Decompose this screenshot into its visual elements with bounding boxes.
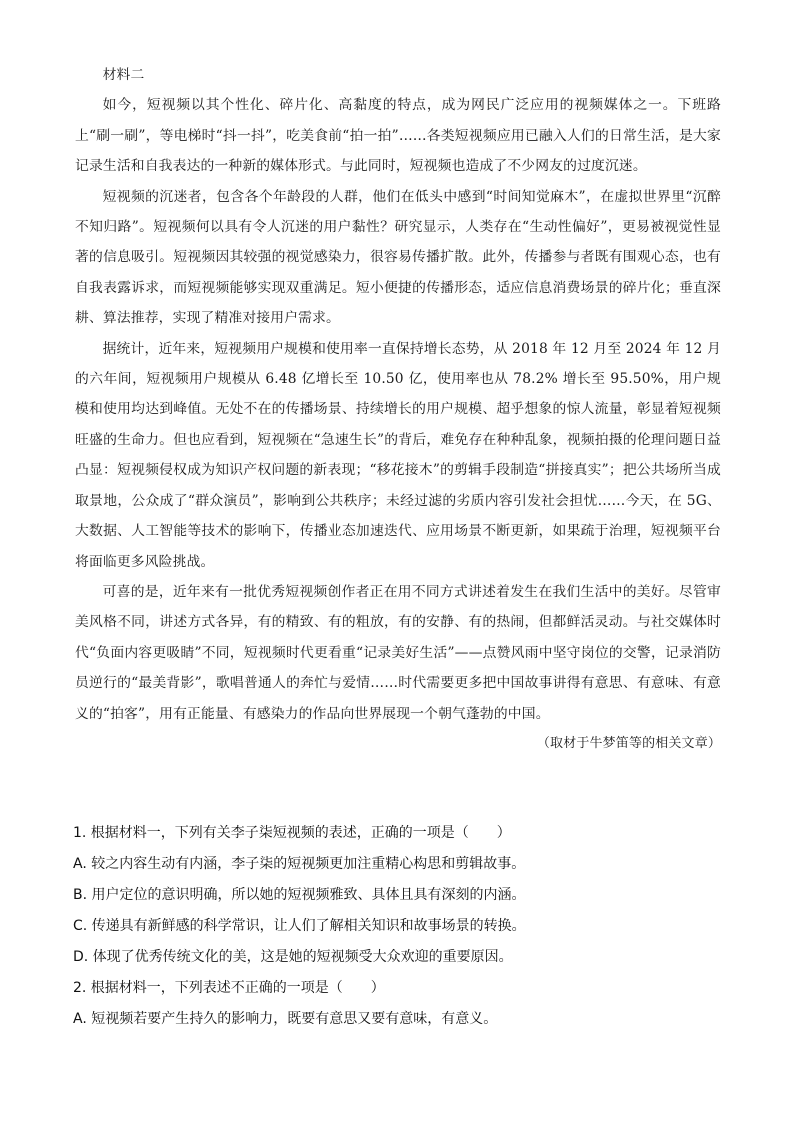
question-1-option-b: B. 用户定位的意识明确，所以她的短视频雅致、具体且具有深刻的内涵。 bbox=[73, 887, 526, 903]
question-1-option-d: D. 体现了优秀传统文化的美，这是她的短视频受大众欢迎的重要原因。 bbox=[73, 949, 513, 965]
paragraph-1: 如今，短视频以其个性化、碎片化、高黏度的特点，成为网民广泛应用的视频媒体之一。下班路上“刷一刷”，等电梯时“抖一抖”，吃美食前“拍一拍”……各类短视频应用已融入人们的日常生活，是大家记录生活和自我表达的一种新的媒体形式。与此同时，短视频也造成了不少网友的过度沉迷。 bbox=[75, 97, 721, 175]
material-two bbox=[75, 60, 721, 759]
paragraph-2: 短视频的沉迷者，包含各个年龄段的人群，他们在低头中感到“时间知觉麻木”，在虚拟世界里“沉醉不知归路”。短视频何以具有令人沉迷的用户黏性？研究显示，人类存在“生动性偏好”，更易被视觉性显著的信息吸引。短视频因其较强的视觉感染力，很容易传播扩散。此外，传播参与者既有围观心态，也有自我表露诉求，而短视频能够实现双重满足。短小便捷的传播形态，适应信息消费场景的碎片化；垂直深耕、算法推荐，实现了精准对接用户需求。 bbox=[75, 188, 721, 327]
material-heading: 材料二 bbox=[102, 67, 145, 83]
questions-section bbox=[73, 818, 723, 1035]
question-1-option-c: C. 传递具有新鲜感的科学常识，让人们了解相关知识和故事场景的转换。 bbox=[73, 918, 526, 934]
paragraph-4: 可喜的是，近年来有一批优秀短视频创作者正在用不同方式讲述着发生在我们生活中的美好。尽管审美风格不同，讲述方式各异，有的精致、有的粗放，有的安静、有的热闹，但都鲜活灵动。与社交媒体时代“负面内容更吸睛”不同，短视频时代更看重“记录美好生活”——点赞风雨中坚守岗位的交警，记录消防员逆行的“最美背影”，歌唱普通人的奔忙与爱情……时代需要更多把中国故事讲得有意思、有意味、有意义的“拍客”，用有正能量、有感染力的作品向世界展现一个朝气蓬勃的中国。 bbox=[75, 583, 721, 722]
question-2: 2. 根据材料一，下列表述不正确的一项是（ ） bbox=[73, 980, 385, 996]
question-2-option-a: A. 短视频若要产生持久的影响力，既要有意思又要有意味，有意义。 bbox=[73, 1011, 498, 1027]
paragraph-3: 据统计，近年来，短视频用户规模和使用率一直保持增长态势，从 2018 年 12 月至 2024 年 12 月的六年间，短视频用户规模从 6.48 亿增长至 10.50 亿，使用率也从 78.2% 增长至 95.50%，用户规模和使用均达到峰值。无处不在的传播场景、持续增长的用户规模、超乎想象的惊人流量，彰显着短视频旺盛的生命力。但也应看到，短视频在“急速生长”的背后，难免存在种种乱象，视频拍摄的伦理问题日益凸显：短视频侵权成为知识产权问题的新表现；“移花接木”的剪辑手段制造“拼接真实”；把公共场所当成取景地，公众成了“群众演员”，影响到公共秩序；未经过滤的劣质内容引发社会担忧……今天，在 5G、大数据、人工智能等技术的影响下，传播业态加速迭代、应用场景不断更新，如果疏于治理，短视频平台将面临更多风险挑战。 bbox=[75, 340, 721, 570]
source-citation: （取材于牛梦笛等的相关文章） bbox=[536, 735, 721, 751]
question-1-option-a: A. 较之内容生动有内涵，李子柒的短视频更加注重精心构思和剪辑故事。 bbox=[73, 856, 526, 872]
question-1: 1. 根据材料一，下列有关李子柒短视频的表述，正确的一项是（ ） bbox=[73, 825, 511, 841]
